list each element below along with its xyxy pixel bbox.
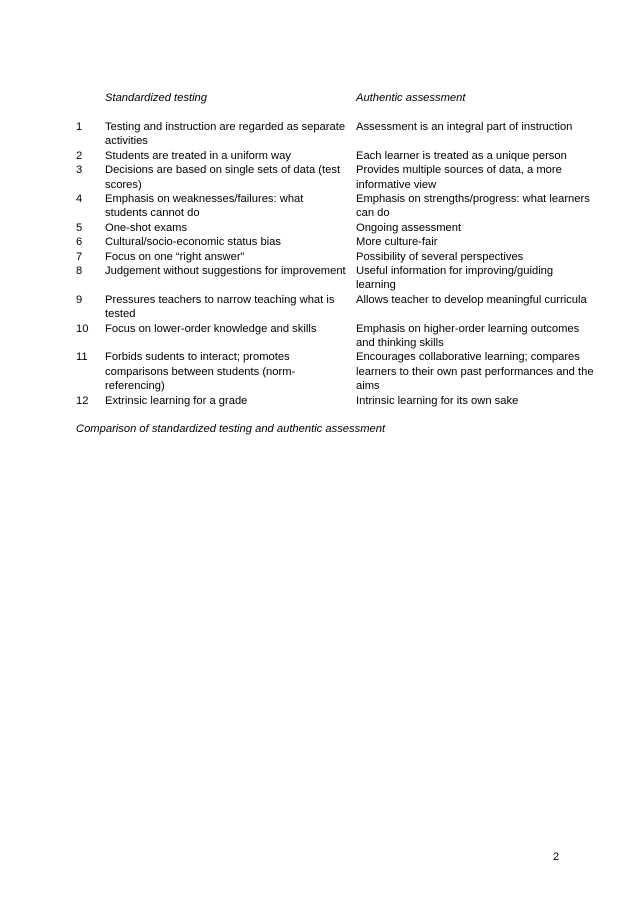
authentic-assessment-cell: Intrinsic learning for its own sake	[356, 394, 519, 407]
authentic-assessment-cell: Assessment is an integral part of instruction	[356, 121, 573, 133]
header-standardized-testing: Standardized testing	[105, 92, 207, 104]
table-row	[0, 264, 638, 293]
header-authentic-assessment: Authentic assessment	[356, 92, 466, 104]
row-number: 9	[76, 293, 83, 306]
table-row	[0, 163, 638, 192]
authentic-assessment-cell: More culture-fair	[356, 236, 438, 249]
standardized-testing-cell: Focus on one “right answer”	[105, 250, 245, 263]
standardized-testing-cell: Cultural/socio-economic status bias	[105, 236, 281, 249]
authentic-assessment-cell: Each learner is treated as a unique person	[356, 149, 567, 162]
row-number: 6	[76, 236, 83, 249]
table-row	[0, 221, 638, 235]
row-number: 11	[76, 351, 88, 364]
table-row	[0, 235, 638, 249]
table-row	[0, 293, 638, 322]
row-number: 4	[76, 192, 83, 205]
standardized-testing-cell: Forbids sudents to interact; promotes comparisons between students (norm-referencing)	[105, 351, 296, 393]
standardized-testing-cell: Pressures teachers to narrow teaching what is tested	[105, 293, 335, 321]
authentic-assessment-cell: Provides multiple sources of data, a more informative view	[356, 164, 562, 191]
standardized-testing-cell: One-shot exams	[105, 221, 188, 234]
comparison-table	[0, 120, 638, 408]
standardized-testing-cell: Decisions are based on single sets of data (test scores)	[105, 164, 341, 191]
row-number: 10	[76, 322, 89, 335]
standardized-testing-cell: Judgement without suggestions for improvement	[105, 264, 346, 277]
standardized-testing-cell: Extrinsic learning for a grade	[105, 394, 248, 407]
row-number: 7	[76, 250, 83, 263]
standardized-testing-cell: Focus on lower-order knowledge and skills	[105, 322, 317, 335]
row-number: 5	[76, 221, 83, 234]
row-number: 8	[76, 264, 83, 277]
table-row	[0, 149, 638, 163]
row-number: 12	[76, 394, 89, 407]
standardized-testing-cell: Students are treated in a uniform way	[105, 149, 291, 162]
row-number: 3	[76, 164, 83, 177]
table-row	[0, 394, 638, 408]
authentic-assessment-cell: Ongoing assessment	[356, 221, 462, 234]
row-number: 2	[76, 149, 83, 162]
row-number: 1	[76, 121, 83, 133]
table-row	[0, 322, 638, 351]
table-row	[0, 192, 638, 221]
standardized-testing-cell: Emphasis on weaknesses/failures: what students cannot do	[105, 192, 304, 220]
authentic-assessment-cell: Possibility of several perspectives	[356, 250, 524, 263]
table-row	[0, 350, 638, 393]
table-header	[0, 91, 638, 106]
table-row	[0, 120, 638, 149]
authentic-assessment-cell: Emphasis on strengths/progress: what learners can do	[356, 192, 590, 220]
standardized-testing-cell: Testing and instruction are regarded as separate activities	[105, 121, 346, 148]
table-caption: Comparison of standardized testing and authentic assessment	[76, 423, 386, 435]
page-number: 2	[553, 851, 560, 863]
authentic-assessment-cell: Emphasis on higher-order learning outcomes and thinking skills	[356, 322, 580, 349]
authentic-assessment-cell: Encourages collaborative learning; compares learners to their own past performances and the aims	[356, 351, 594, 393]
table-row	[0, 250, 638, 264]
authentic-assessment-cell: Useful information for improving/guiding learning	[356, 264, 554, 292]
authentic-assessment-cell: Allows teacher to develop meaningful curricula	[356, 293, 587, 306]
